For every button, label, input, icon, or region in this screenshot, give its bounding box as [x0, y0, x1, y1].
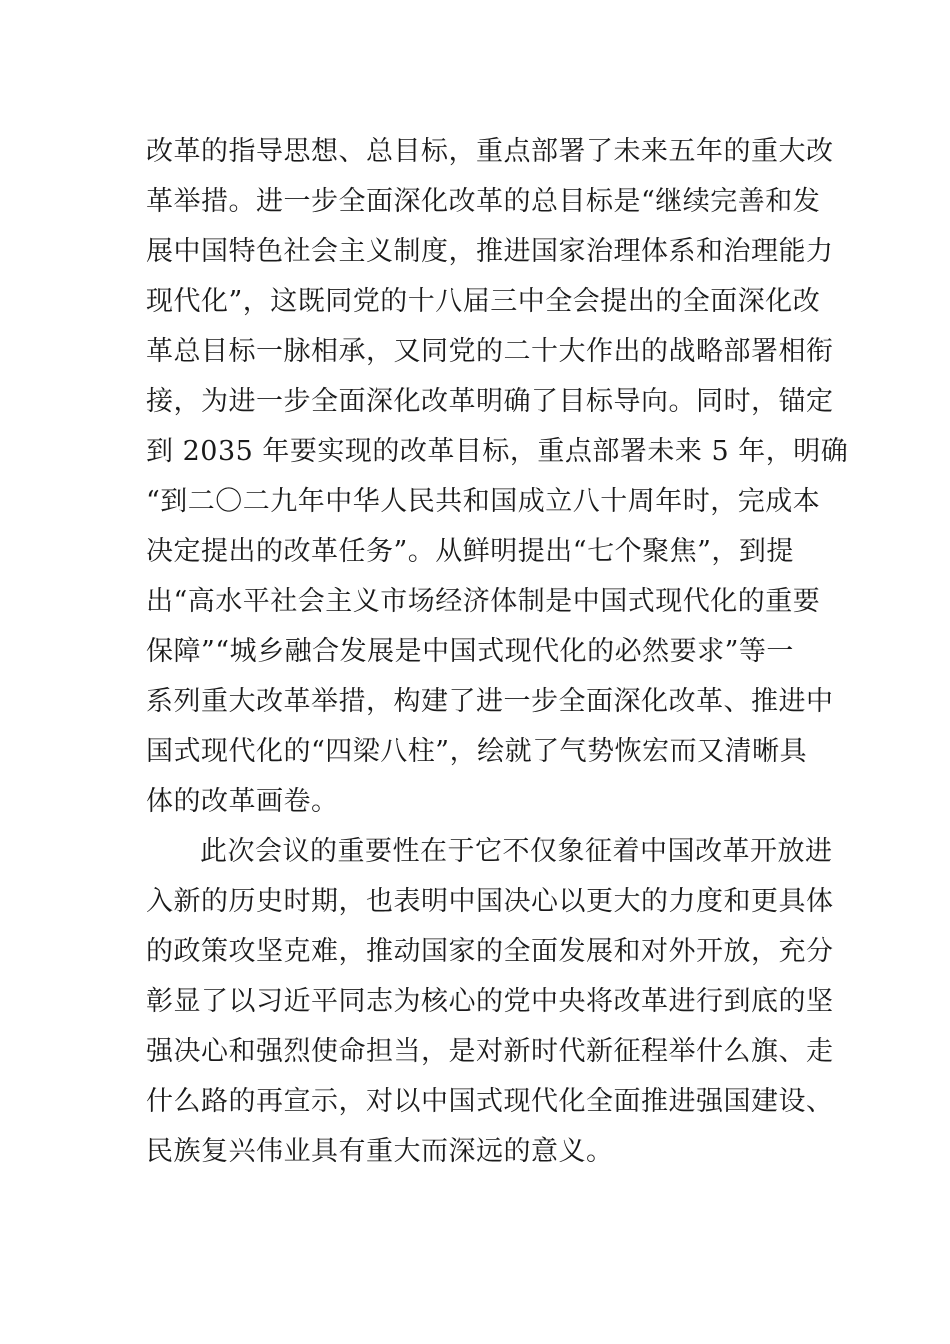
paragraph-line: “到二〇二九年中华人民共和国成立八十周年时，完成本: [146, 486, 821, 517]
paragraph-line: 接，为进一步全面深化改革明确了目标导向。同时，锚定: [146, 386, 834, 417]
paragraph-line: 出“高水平社会主义市场经济体制是中国式现代化的重要: [146, 586, 821, 617]
paragraph-line: 彰显了以习近平同志为核心的党中央将改革进行到底的坚: [146, 986, 834, 1017]
paragraph-line: 展中国特色社会主义制度，推进国家治理体系和治理能力: [146, 236, 834, 267]
paragraph-line: 入新的历史时期，也表明中国决心以更大的力度和更具体: [146, 886, 834, 917]
paragraph-2: [146, 827, 834, 1177]
paragraph-line: 改革的指导思想、总目标，重点部署了未来五年的重大改: [146, 136, 834, 167]
paragraph-1: [146, 127, 849, 827]
paragraph-line: 什么路的再宣示，对以中国式现代化全面推进强国建设、: [146, 1086, 834, 1117]
paragraph-line: 保障”“城乡融合发展是中国式现代化的必然要求”等一: [146, 636, 794, 667]
paragraph-line: 系列重大改革举措，构建了进一步全面深化改革、推进中: [146, 686, 834, 717]
paragraph-line: 的政策攻坚克难，推动国家的全面发展和对外开放，充分: [146, 936, 834, 967]
document-body: [146, 127, 849, 1177]
paragraph-line: 此次会议的重要性在于它不仅象征着中国改革开放进: [200, 836, 833, 867]
paragraph-line: 强决心和强烈使命担当，是对新时代新征程举什么旗、走: [146, 1036, 834, 1067]
paragraph-line: 决定提出的改革任务”。从鲜明提出“七个聚焦”，到提: [146, 536, 794, 567]
paragraph-line: 到 2035 年要实现的改革目标，重点部署未来 5 年，明确: [146, 436, 849, 467]
paragraph-line: 革总目标一脉相承，又同党的二十大作出的战略部署相衔: [146, 336, 834, 367]
paragraph-line: 体的改革画卷。: [146, 786, 339, 817]
paragraph-line: 现代化”，这既同党的十八届三中全会提出的全面深化改: [146, 286, 821, 317]
paragraph-line: 革举措。进一步全面深化改革的总目标是“继续完善和发: [146, 186, 821, 217]
paragraph-line: 国式现代化的“四梁八柱”，绘就了气势恢宏而又清晰具: [146, 736, 808, 767]
paragraph-line: 民族复兴伟业具有重大而深远的意义。: [146, 1136, 614, 1167]
